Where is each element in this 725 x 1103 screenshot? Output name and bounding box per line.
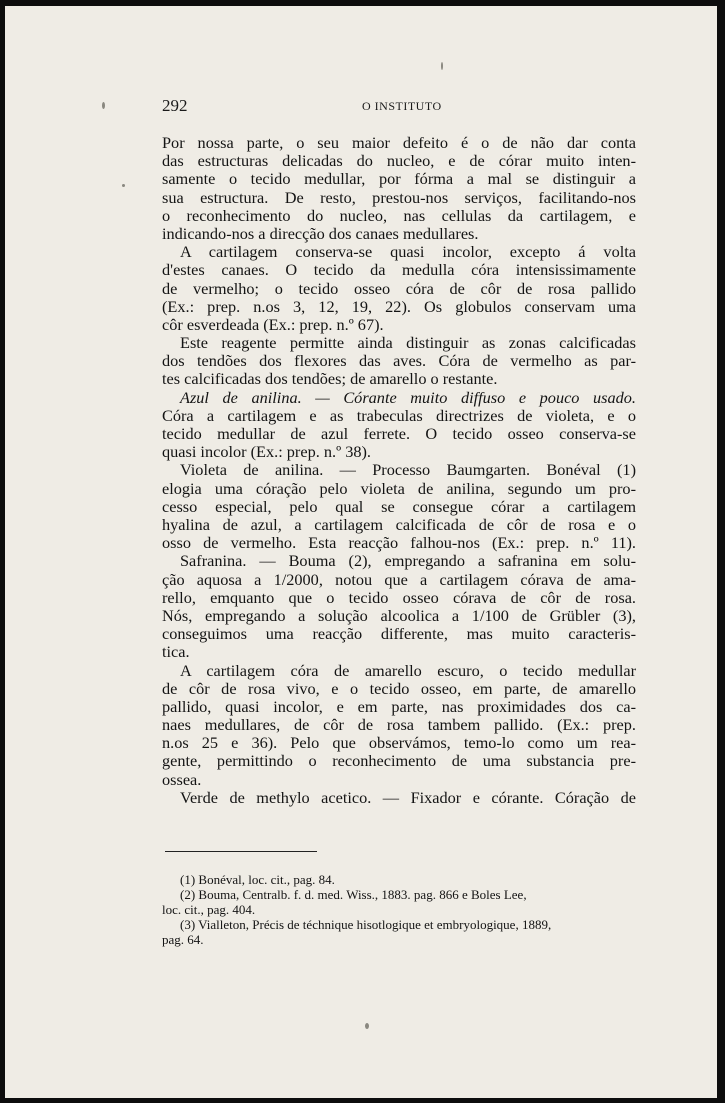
footnote: (3) Vialleton, Précis de téchnique hisotlogique et embryologique, 1889, xyxy=(180,917,552,932)
paper-speck xyxy=(122,184,125,187)
text-line: pallido, quasi incolor, e em parte, nas proximidades dos ca- xyxy=(162,697,636,716)
footnote-continuation: loc. cit., pag. 404. xyxy=(162,902,256,917)
footnote: (1) Bonéval, loc. cit., pag. 84. xyxy=(180,872,335,887)
text-line: Nós, empregando a solução alcoolica a 1/100 de Grübler (3), xyxy=(162,606,636,625)
text-line: quasi incolor (Ex.: prep. n.º 38). xyxy=(162,443,371,462)
paper-speck xyxy=(102,102,105,109)
text-line: tica. xyxy=(162,643,190,662)
running-title: O INSTITUTO xyxy=(362,99,442,113)
text-line: A cartilagem córa de amarello escuro, o tecido medullar xyxy=(180,661,636,680)
body-text xyxy=(162,134,636,807)
text-line: Este reagente permitte ainda distinguir as zonas calcificadas xyxy=(180,334,636,353)
text-line: Por nossa parte, o seu maior defeito é o de não dar conta xyxy=(162,134,636,152)
text-line: hyalina de azul, a cartilagem calcificada de côr de rosa e o xyxy=(162,516,636,534)
text-line: de vermelho; o tecido osseo córa de côr de rosa pallido xyxy=(162,279,636,298)
text-line: de côr de rosa vivo, e o tecido osseo, em parte, de amarello xyxy=(162,679,636,698)
text-line: A cartilagem conserva-se quasi incolor, excepto á volta xyxy=(180,243,636,262)
text-line: naes medullares, de côr de rosa tambem pallido. (Ex.: prep. xyxy=(162,716,636,735)
footnote-continuation: pag. 64. xyxy=(162,932,204,947)
text-line: ção aquosa a 1/2000, notou que a cartilagem córava de ama- xyxy=(162,570,636,589)
text-line: (Ex.: prep. n.os 3, 12, 19, 22). Os globulos conservam uma xyxy=(162,297,636,316)
text-line: indicando-nos a direcção dos canaes medullares. xyxy=(162,224,479,243)
text-line: dos tendões dos flexores das aves. Córa de vermelho as par- xyxy=(162,352,636,371)
text-line: conseguimos uma reacção differente, mas muito caracteris- xyxy=(162,625,636,644)
paper-speck xyxy=(365,1023,369,1029)
text-line: cesso especial, pelo qual se consegue córar a cartilagem xyxy=(162,497,636,516)
section-heading-line: Azul de anilina. — Córante muito diffuso e pouco usado. xyxy=(180,388,636,407)
text-line: das estructuras delicadas do nucleo, e de córar muito inten- xyxy=(162,152,636,171)
text-line: tes calcificadas dos tendões; de amarello o restante. xyxy=(162,370,498,389)
text-line: ossea. xyxy=(162,770,202,789)
text-line: rello, emquanto que o tecido osseo córava de côr de rosa. xyxy=(162,588,636,607)
paper-speck xyxy=(441,62,443,70)
section-heading-line: Verde de methylo acetico. — Fixador e córante. Córação de xyxy=(180,788,636,807)
footnotes xyxy=(162,872,636,947)
text-line: o reconhecimento do nucleo, nas cellulas da cartilagem, e xyxy=(162,206,636,225)
page-number: 292 xyxy=(162,96,188,115)
footnote-separator xyxy=(165,851,317,852)
text-line: tecido medullar de azul ferrete. O tecido osseo conserva-se xyxy=(162,425,636,444)
section-heading-line: Violeta de anilina. — Processo Baumgarten. Bonéval (1) xyxy=(180,461,636,480)
text-line: sua estructura. De resto, prestou-nos serviços, facilitando-nos xyxy=(162,188,636,207)
text-line: d'estes canaes. O tecido da medulla córa intensissimamente xyxy=(162,261,636,280)
text-line: elogia uma córação pelo violeta de anilina, segundo um pro- xyxy=(162,479,636,498)
text-line: Córa a cartilagem e as trabeculas directrizes de violeta, e o xyxy=(162,406,636,425)
footnote: (2) Bouma, Centralb. f. d. med. Wiss., 1883. pag. 866 e Boles Lee, xyxy=(180,887,527,902)
text-line: côr esverdeada (Ex.: prep. n.º 67). xyxy=(162,315,384,334)
page-header xyxy=(162,96,636,118)
text-line: gente, permittindo o reconhecimento de uma substancia pre- xyxy=(162,752,636,771)
section-heading-line: Safranina. — Bouma (2), empregando a safranina em solu- xyxy=(180,552,636,571)
text-line: samente o tecido medullar, por fórma a mal se distinguir a xyxy=(162,170,636,189)
text-line: osso de vermelho. Esta reacção falhou-nos (Ex.: prep. n.º 11). xyxy=(162,534,636,553)
text-line: n.os 25 e 36). Pelo que observámos, temo-lo como um rea- xyxy=(162,734,636,753)
book-page xyxy=(5,6,717,1098)
